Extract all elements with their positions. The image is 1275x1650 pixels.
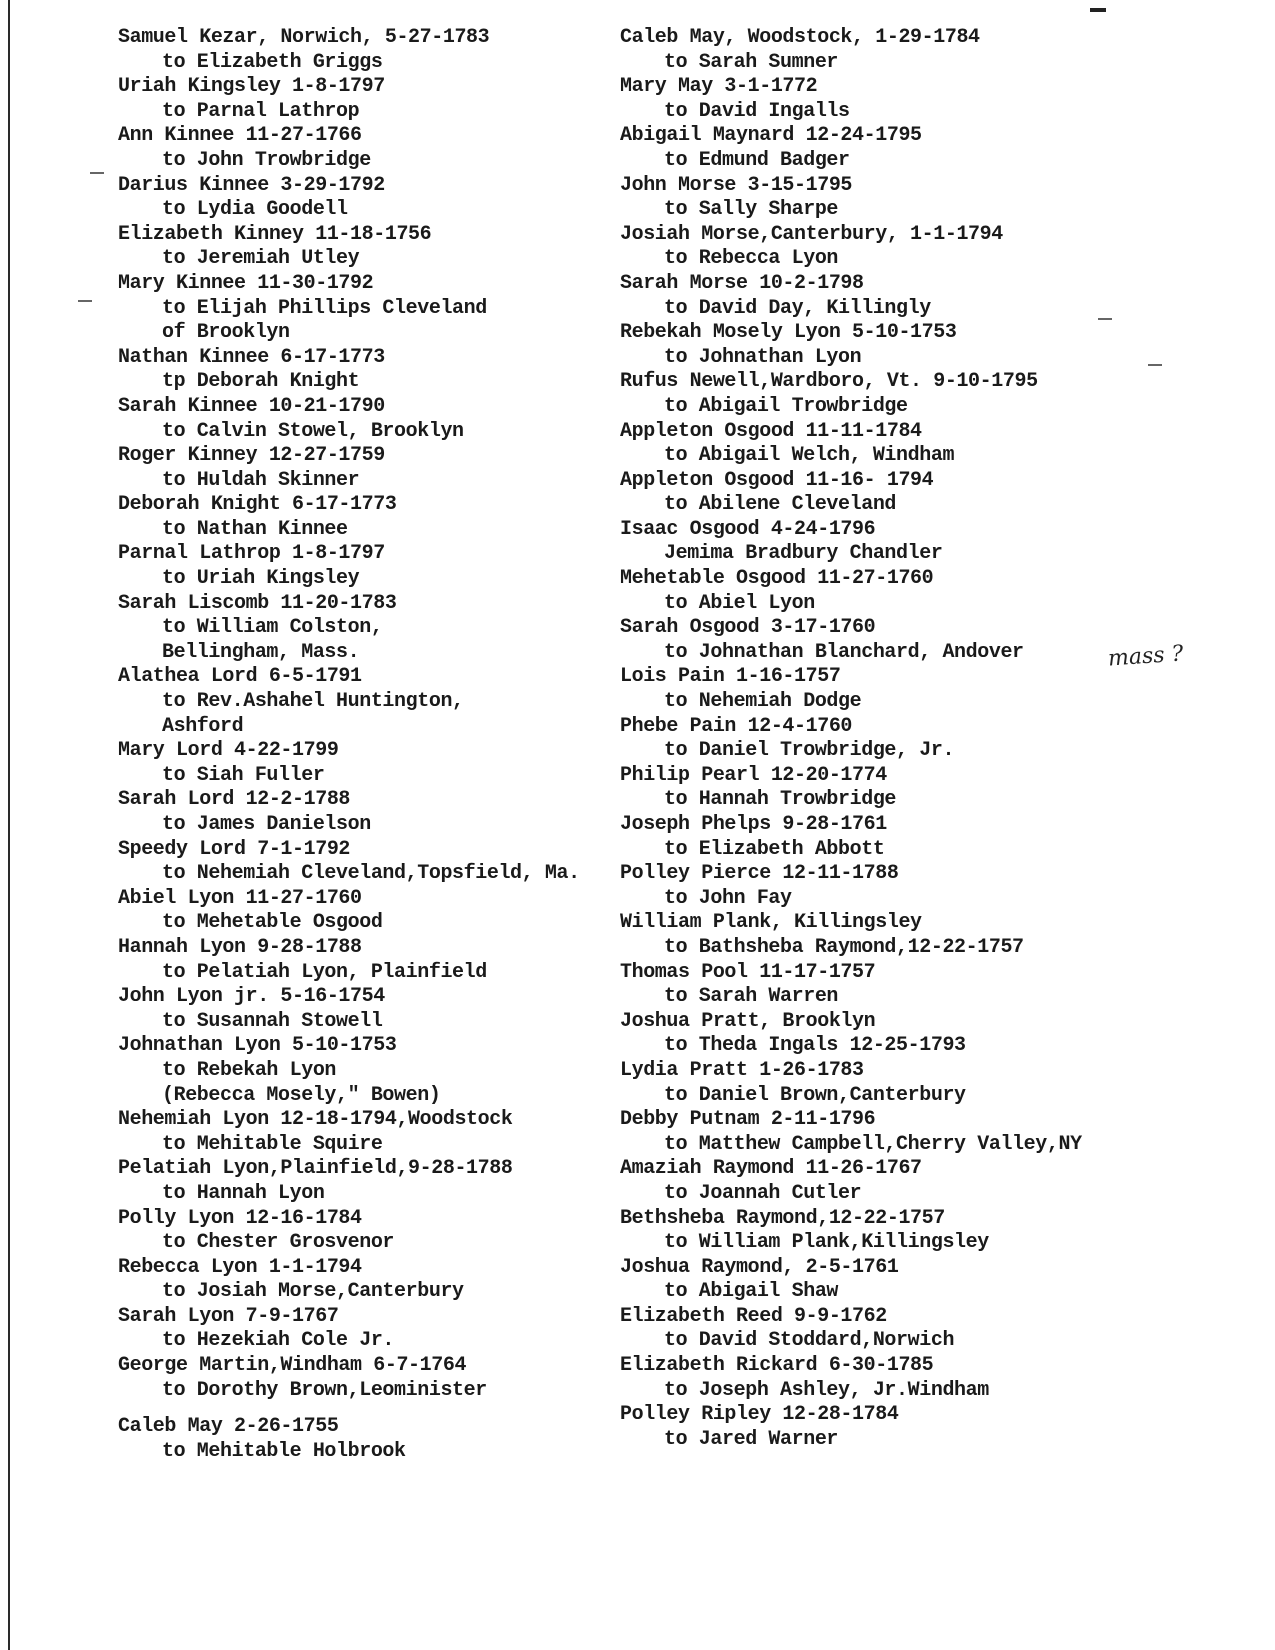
spouse-line: to Calvin Stowel, Brooklyn xyxy=(162,419,464,443)
stray-mark xyxy=(90,172,104,174)
spouse-line: to Sarah Warren xyxy=(664,985,839,1009)
spouse-line: to Siah Fuller xyxy=(162,763,325,787)
marriage-entry xyxy=(620,961,1210,1010)
spouse-line: to Uriah Kingsley xyxy=(162,567,360,591)
person-name-date: Joshua Pratt, Brooklyn xyxy=(620,1009,876,1033)
spouse-line: to Mehitable Holbrook xyxy=(162,1439,406,1463)
spouse-line: to Daniel Trowbridge, Jr. xyxy=(664,739,955,763)
spouse-line: to Rev.Ashahel Huntington, xyxy=(162,690,464,714)
stray-mark xyxy=(1148,364,1162,366)
marriage-entry xyxy=(620,1354,1210,1403)
person-name-date: Rufus Newell,Wardboro, Vt. 9-10-1795 xyxy=(620,370,1038,394)
spouse-line: to Rebekah Lyon xyxy=(162,1058,337,1082)
person-name-date: Ann Kinnee 11-27-1766 xyxy=(118,124,362,148)
person-name-date: Amaziah Raymond 11-26-1767 xyxy=(620,1157,922,1181)
spouse-line: to Abilene Cleveland xyxy=(664,493,897,517)
marriage-entry xyxy=(118,26,678,75)
entry-spacer xyxy=(118,1403,678,1415)
marriage-entry xyxy=(118,1207,678,1256)
spouse-extra-line: Bellingham, Mass. xyxy=(162,640,360,664)
marriage-entry xyxy=(620,1157,1210,1206)
spouse-line: to Edmund Badger xyxy=(664,148,850,172)
spouse-line: to Parnal Lathrop xyxy=(162,99,360,123)
marriage-entry xyxy=(620,665,1210,714)
marriage-entry xyxy=(118,1305,678,1354)
person-name-date: Sarah Morse 10-2-1798 xyxy=(620,271,864,295)
spouse-line: to Lydia Goodell xyxy=(162,198,348,222)
marriage-entry xyxy=(118,1256,678,1305)
person-name-date: Josiah Morse,Canterbury, 1-1-1794 xyxy=(620,222,1003,246)
marriage-entry xyxy=(620,1108,1210,1157)
spouse-line: to Hannah Lyon xyxy=(162,1181,325,1205)
spouse-line: to William Plank,Killingsley xyxy=(664,1231,989,1255)
person-name-date: Joseph Phelps 9-28-1761 xyxy=(620,813,887,836)
person-name-date: Mary Kinnee 11-30-1792 xyxy=(118,271,374,295)
marriage-entry xyxy=(620,862,1210,911)
person-name-date: John Lyon jr. 5-16-1754 xyxy=(118,985,385,1009)
marriage-entry xyxy=(620,1305,1210,1354)
spouse-line: to Abigail Welch, Windham xyxy=(664,444,955,468)
marriage-entry xyxy=(118,985,678,1034)
marriage-entry xyxy=(620,124,1210,173)
marriage-entry xyxy=(118,444,678,493)
marriage-entry xyxy=(620,1207,1210,1256)
marriage-entry xyxy=(620,1059,1210,1108)
person-name-date: Rebecca Lyon 1-1-1794 xyxy=(118,1255,362,1279)
spouse-line: to Mehitable Squire xyxy=(162,1132,383,1156)
person-name-date: Philip Pearl 12-20-1774 xyxy=(620,763,887,787)
spouse-line: to Elizabeth Abbott xyxy=(664,837,885,861)
marriage-entry xyxy=(118,75,678,124)
person-name-date: Speedy Lord 7-1-1792 xyxy=(118,837,351,861)
spouse-line: to Nehemiah Cleveland,Topsfield, Ma. xyxy=(162,862,580,886)
person-name-date: Sarah Lyon 7-9-1767 xyxy=(118,1304,339,1328)
spouse-line: to Nehemiah Dodge xyxy=(664,690,862,714)
spouse-line: to Huldah Skinner xyxy=(162,468,360,492)
marriage-entry xyxy=(620,813,1210,862)
marriage-entry xyxy=(118,542,678,591)
spouse-line: to Mehetable Osgood xyxy=(162,911,383,935)
left-margin-rule xyxy=(8,0,10,1650)
marriage-entry xyxy=(118,1415,678,1464)
person-name-date: William Plank, Killingsley xyxy=(620,911,922,935)
spouse-line: to Matthew Campbell,Cherry Valley,NY xyxy=(664,1132,1082,1156)
person-name-date: Alathea Lord 6-5-1791 xyxy=(118,665,362,689)
spouse-line: to Abiel Lyon xyxy=(664,591,815,615)
person-name-date: Samuel Kezar, Norwich, 5-27-1783 xyxy=(118,26,490,49)
person-name-date: Elizabeth Reed 9-9-1762 xyxy=(620,1304,887,1328)
spouse-line: to Sarah Sumner xyxy=(664,50,839,74)
spouse-line: to Daniel Brown,Canterbury xyxy=(664,1083,966,1107)
person-name-date: Polley Ripley 12-28-1784 xyxy=(620,1403,899,1427)
spouse-line: to Jared Warner xyxy=(664,1427,839,1451)
spouse-line: to William Colston, xyxy=(162,616,383,640)
person-name-date: Polly Lyon 12-16-1784 xyxy=(118,1206,362,1230)
person-name-date: Sarah Osgood 3-17-1760 xyxy=(620,616,876,640)
person-name-date: Uriah Kingsley 1-8-1797 xyxy=(118,75,385,99)
spouse-extra-line: Ashford xyxy=(162,714,244,738)
spouse-line: Jemima Bradbury Chandler xyxy=(664,542,943,566)
marriage-entry xyxy=(118,174,678,223)
person-name-date: Polley Pierce 12-11-1788 xyxy=(620,862,899,886)
person-name-date: Nehemiah Lyon 12-18-1794,Woodstock xyxy=(118,1108,513,1132)
marriage-entry xyxy=(620,764,1210,813)
person-name-date: Joshua Raymond, 2-5-1761 xyxy=(620,1255,899,1279)
left-column-list xyxy=(118,26,678,1464)
spouse-line: to David Day, Killingly xyxy=(664,296,931,320)
spouse-line: to Rebecca Lyon xyxy=(664,247,839,271)
spouse-line: to Elizabeth Griggs xyxy=(162,50,383,74)
person-name-date: Isaac Osgood 4-24-1796 xyxy=(620,517,876,541)
person-name-date: George Martin,Windham 6-7-1764 xyxy=(118,1354,467,1378)
marriage-entry xyxy=(118,1354,678,1403)
person-name-date: Mary May 3-1-1772 xyxy=(620,75,818,99)
person-name-date: Abigail Maynard 12-24-1795 xyxy=(620,124,922,148)
marriage-entry xyxy=(118,739,678,788)
marriage-entry xyxy=(620,26,1210,75)
marriage-entry xyxy=(118,788,678,837)
spouse-line: to Johnathan Lyon xyxy=(664,345,862,369)
marriage-entry xyxy=(620,567,1210,616)
marriage-entry xyxy=(620,469,1210,518)
person-name-date: Deborah Knight 6-17-1773 xyxy=(118,493,397,517)
marriage-entry xyxy=(620,1403,1210,1452)
person-name-date: Bethsheba Raymond,12-22-1757 xyxy=(620,1206,945,1230)
marriage-entry xyxy=(620,370,1210,419)
spouse-extra-line: of Brooklyn xyxy=(162,321,290,345)
right-column-list xyxy=(620,26,1210,1452)
person-name-date: Phebe Pain 12-4-1760 xyxy=(620,714,853,738)
person-name-date: Nathan Kinnee 6-17-1773 xyxy=(118,345,385,369)
marriage-entry xyxy=(620,272,1210,321)
spouse-line: to Chester Grosvenor xyxy=(162,1231,395,1255)
spouse-line: to Abigail Shaw xyxy=(664,1280,839,1304)
person-name-date: John Morse 3-15-1795 xyxy=(620,173,853,197)
person-name-date: Caleb May, Woodstock, 1-29-1784 xyxy=(620,26,980,49)
spouse-line: to Sally Sharpe xyxy=(664,198,839,222)
marriage-entry xyxy=(118,592,678,666)
spouse-line: to Hezekiah Cole Jr. xyxy=(162,1329,395,1353)
person-name-date: Parnal Lathrop 1-8-1797 xyxy=(118,542,385,566)
person-name-date: Mary Lord 4-22-1799 xyxy=(118,739,339,763)
spouse-line: to Johnathan Blanchard, Andover xyxy=(664,640,1024,664)
marriage-entry xyxy=(620,518,1210,567)
marriage-entry xyxy=(620,223,1210,272)
person-name-date: Caleb May 2-26-1755 xyxy=(118,1415,339,1439)
person-name-date: Hannah Lyon 9-28-1788 xyxy=(118,935,362,959)
person-name-date: Rebekah Mosely Lyon 5-10-1753 xyxy=(620,321,957,345)
marriage-entry xyxy=(118,838,678,887)
person-name-date: Lois Pain 1-16-1757 xyxy=(620,665,841,689)
marriage-entry xyxy=(118,665,678,739)
person-name-date: Sarah Kinnee 10-21-1790 xyxy=(118,394,385,418)
spouse-line: to Jeremiah Utley xyxy=(162,247,360,271)
person-name-date: Darius Kinnee 3-29-1792 xyxy=(118,173,385,197)
spouse-line: to Bathsheba Raymond,12-22-1757 xyxy=(664,935,1024,959)
marriage-entry xyxy=(620,1010,1210,1059)
spouse-line: to David Ingalls xyxy=(664,99,850,123)
person-name-date: Elizabeth Kinney 11-18-1756 xyxy=(118,222,432,246)
marriage-entry xyxy=(620,420,1210,469)
person-name-date: Debby Putnam 2-11-1796 xyxy=(620,1108,876,1132)
marriage-entry xyxy=(620,75,1210,124)
marriage-entry xyxy=(620,1256,1210,1305)
marriage-entry xyxy=(118,1034,678,1108)
marriage-entry xyxy=(118,395,678,444)
marriage-entry xyxy=(118,272,678,346)
spouse-line: to Joannah Cutler xyxy=(664,1181,862,1205)
person-name-date: Mehetable Osgood 11-27-1760 xyxy=(620,567,934,591)
person-name-date: Sarah Liscomb 11-20-1783 xyxy=(118,591,397,615)
person-name-date: Elizabeth Rickard 6-30-1785 xyxy=(620,1354,934,1378)
spouse-extra-line: (Rebecca Mosely," Bowen) xyxy=(162,1083,441,1107)
spouse-line: to Hannah Trowbridge xyxy=(664,788,897,812)
spouse-line: to Elijah Phillips Cleveland xyxy=(162,296,487,320)
spouse-line: to Pelatiah Lyon, Plainfield xyxy=(162,960,487,984)
marriage-entry xyxy=(118,1157,678,1206)
person-name-date: Roger Kinney 12-27-1759 xyxy=(118,444,385,468)
person-name-date: Abiel Lyon 11-27-1760 xyxy=(118,886,362,910)
marriage-entry xyxy=(620,911,1210,960)
marriage-entry xyxy=(620,174,1210,223)
marriage-entry xyxy=(118,124,678,173)
spouse-line: to Abigail Trowbridge xyxy=(664,394,908,418)
stray-mark xyxy=(1098,318,1112,320)
marriage-entry xyxy=(620,715,1210,764)
spouse-line: to Dorothy Brown,Leominister xyxy=(162,1378,487,1402)
spouse-line: to Susannah Stowell xyxy=(162,1009,383,1033)
person-name-date: Appleton Osgood 11-11-1784 xyxy=(620,419,922,443)
spouse-line: to John Trowbridge xyxy=(162,148,371,172)
marriage-entry xyxy=(118,346,678,395)
marriage-entry xyxy=(118,936,678,985)
marriage-entry xyxy=(118,887,678,936)
person-name-date: Sarah Lord 12-2-1788 xyxy=(118,788,351,812)
person-name-date: Pelatiah Lyon,Plainfield,9-28-1788 xyxy=(118,1157,513,1181)
marriage-entry xyxy=(118,493,678,542)
spouse-line: to James Danielson xyxy=(162,813,371,836)
spouse-line: to David Stoddard,Norwich xyxy=(664,1329,955,1353)
spouse-line: to Joseph Ashley, Jr.Windham xyxy=(664,1378,989,1402)
person-name-date: Appleton Osgood 11-16- 1794 xyxy=(620,468,934,492)
spouse-line: to Nathan Kinnee xyxy=(162,517,348,541)
person-name-date: Thomas Pool 11-17-1757 xyxy=(620,960,876,984)
person-name-date: Lydia Pratt 1-26-1783 xyxy=(620,1058,864,1082)
marriage-entry xyxy=(118,1108,678,1157)
stray-mark xyxy=(78,300,92,302)
marriage-entry xyxy=(118,223,678,272)
stray-mark xyxy=(1090,8,1106,12)
spouse-line: to John Fay xyxy=(664,886,792,910)
spouse-line: tp Deborah Knight xyxy=(162,370,360,394)
spouse-line: to Josiah Morse,Canterbury xyxy=(162,1280,464,1304)
marriage-entry xyxy=(620,321,1210,370)
person-name-date: Johnathan Lyon 5-10-1753 xyxy=(118,1034,397,1058)
spouse-line: to Theda Ingals 12-25-1793 xyxy=(664,1034,966,1058)
handwritten-margin-note: mass ? xyxy=(1107,641,1185,672)
